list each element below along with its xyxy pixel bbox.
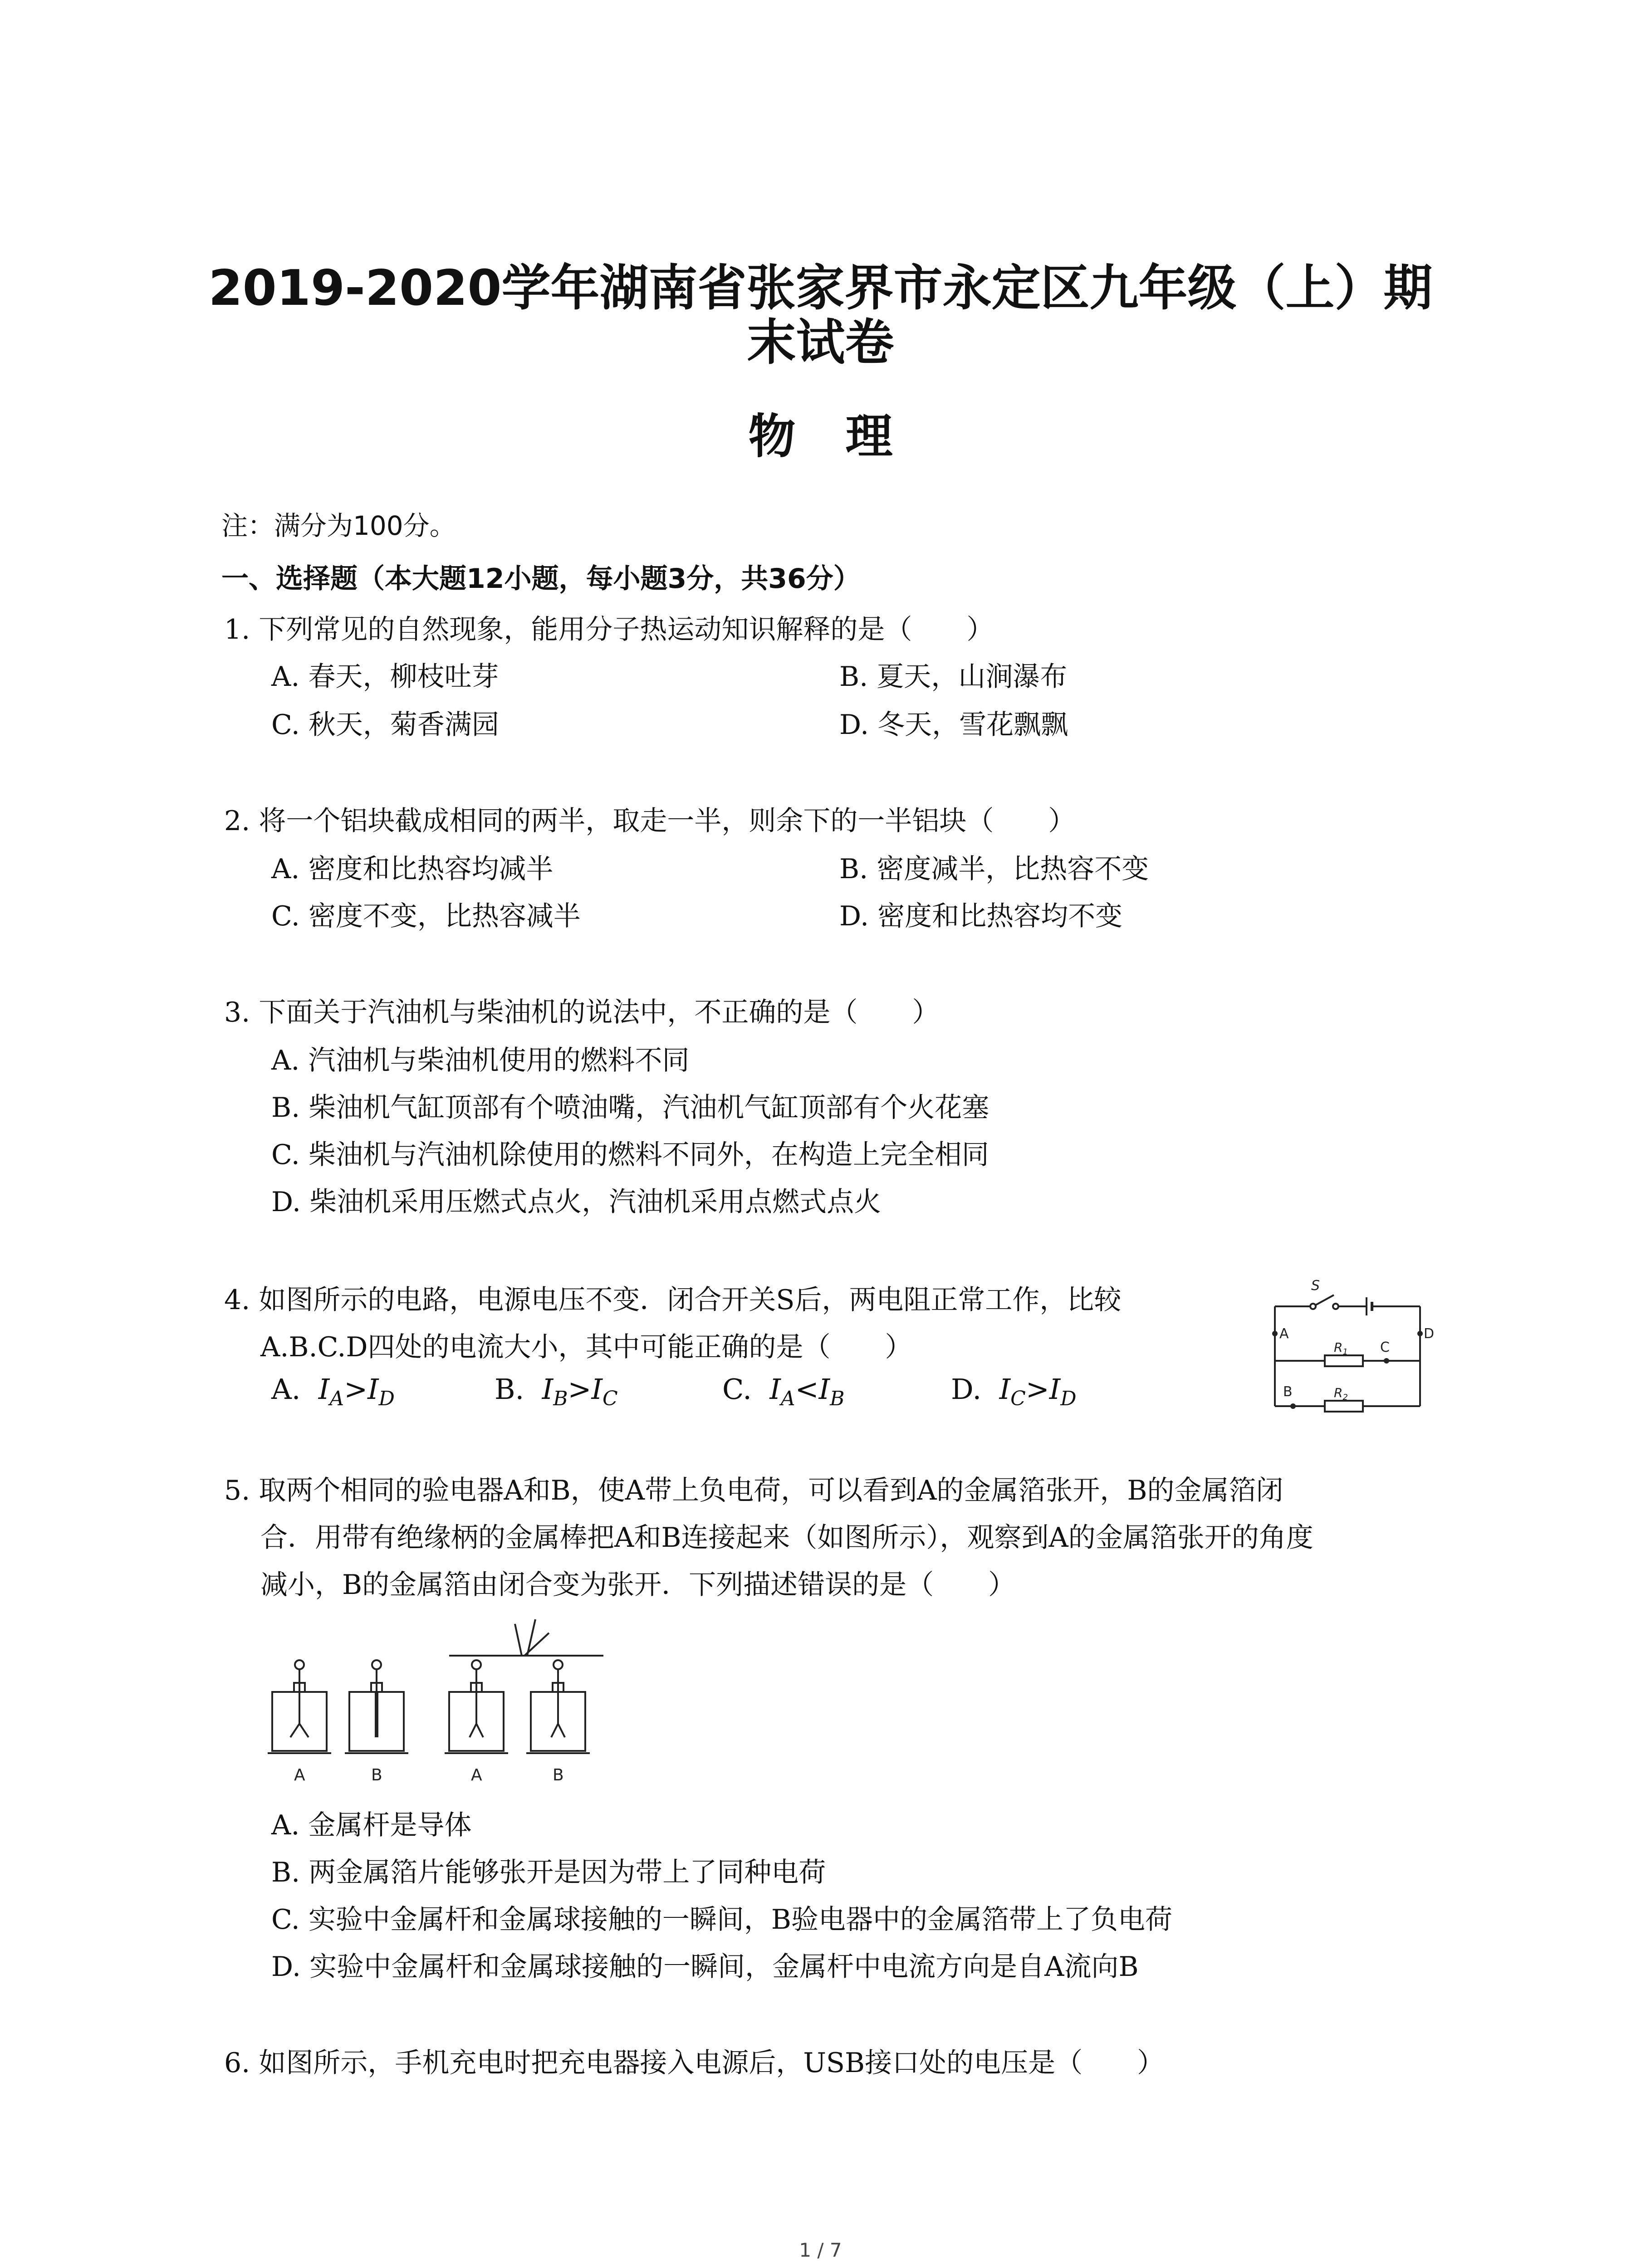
question-1-option-c: C. 秋天，菊香满园 [271,709,499,741]
question-1-option-d: D. 冬天，雪花飘飘 [839,709,1068,741]
switch-contact-right [1333,1304,1338,1309]
question-2-option-b: B. 密度减半，比热容不变 [839,853,1149,885]
question-3-stem: 3. 下面关于汽油机与柴油机的说法中，不正确的是（ ） [224,997,940,1028]
question-3-option-d: D. 柴油机采用压燃式点火，汽油机采用点燃式点火 [271,1186,882,1218]
question-3-option-b: B. 柴油机气缸顶部有个喷油嘴，汽油机气缸顶部有个火花塞 [271,1092,989,1124]
label-b-right: B [553,1766,564,1784]
label-r2: $R_2$ [1334,1385,1348,1402]
question-4-option-a: A. $I_A>I_D$ [271,1373,395,1410]
question-2-option-a: A. 密度和比热容均减半 [271,853,554,885]
label-c: C [1380,1339,1390,1355]
question-5-option-b: B. 两金属箔片能够张开是因为带上了同种电荷 [271,1857,826,1888]
question-3-option-a: A. 汽油机与柴油机使用的燃料不同 [271,1045,690,1076]
label-a: A [1279,1326,1289,1342]
point-a-dot [1272,1331,1278,1336]
electroscope-b-right [526,1660,590,1753]
question-5-stem-line3: 减小，B的金属箔由闭合变为张开．下列描述错误的是（ ） [260,1569,1016,1601]
page-number: 1 / 7 [799,2239,842,2261]
question-4-option-d: D. $I_C>I_D$ [951,1373,1077,1410]
point-b-dot [1290,1403,1296,1409]
question-3-option-c: C. 柴油机与汽油机除使用的燃料不同外，在构造上完全相同 [271,1139,989,1171]
question-5-stem-line1: 5. 取两个相同的验电器A和B，使A带上负电荷，可以看到A的金属箔张开，B的金属箔闭 [224,1475,1283,1506]
point-c-dot [1384,1358,1389,1364]
switch-blade [1315,1295,1334,1305]
insulated-handle-3 [524,1633,549,1656]
paper-title-line2: 末试卷 [747,314,894,371]
question-4-stem-line1: 4. 如图所示的电路，电源电压不变．闭合开关S后，两电阻正常工作，比较 [224,1284,1122,1316]
electroscope-b-left [345,1660,408,1753]
resistor-r1 [1325,1355,1363,1366]
label-b: B [1283,1384,1293,1400]
question-4-stem-line2: A.B.C.D四处的电流大小，其中可能正确的是（ ） [260,1331,912,1363]
question-2-option-c: C. 密度不变，比热容减半 [271,900,581,932]
question-5-option-c: C. 实验中金属杆和金属球接触的一瞬间，B验电器中的金属箔带上了负电荷 [271,1904,1173,1936]
question-5-option-d: D. 实验中金属杆和金属球接触的一瞬间，金属杆中电流方向是自A流向B [271,1951,1139,1983]
question-6-stem: 6. 如图所示，手机充电时把充电器接入电源后，USB接口处的电压是（ ） [224,2047,1165,2079]
electroscope-a-right [445,1660,508,1753]
label-s: S [1311,1278,1320,1294]
question-5-option-a: A. 金属杆是导体 [271,1809,472,1841]
question-4-option-b: B. $I_B>I_C$ [495,1373,618,1410]
label-d: D [1424,1326,1435,1342]
question-4-circuit-diagram [1266,1270,1438,1424]
insulated-handle-1 [515,1624,522,1656]
question-1-option-b: B. 夏天，山涧瀑布 [839,661,1068,693]
electroscope-a-left [268,1660,331,1753]
subject-title: 物理 [748,409,943,464]
paper-title-line1: 2019-2020学年湖南省张家界市永定区九年级（上）期 [208,260,1433,317]
resistor-r2 [1325,1401,1363,1412]
question-5-stem-line2: 合．用带有绝缘柄的金属棒把A和B连接起来（如图所示），观察到A的金属箔张开的角度 [260,1522,1313,1554]
label-r1: $R_1$ [1334,1340,1348,1357]
label-a-left: A [294,1766,305,1784]
question-2-stem: 2. 将一个铝块截成相同的两半，取走一半，则余下的一半铝块（ ） [224,805,1076,837]
question-1-option-a: A. 春天，柳枝吐芽 [271,661,499,693]
label-b-left: B [371,1766,382,1784]
point-d-dot [1417,1331,1423,1336]
section-heading-choice: 一、选择题（本大题12小题，每小题3分，共36分） [221,563,861,595]
question-5-electroscope-diagram [268,1615,612,1796]
question-4-option-c: C. $I_A<I_B$ [722,1373,845,1410]
score-note: 注：满分为100分。 [221,510,456,541]
question-1-stem: 1. 下列常见的自然现象，能用分子热运动知识解释的是（ ） [224,614,994,645]
label-a-right: A [471,1766,482,1784]
question-2-option-d: D. 密度和比热容均不变 [839,900,1123,932]
